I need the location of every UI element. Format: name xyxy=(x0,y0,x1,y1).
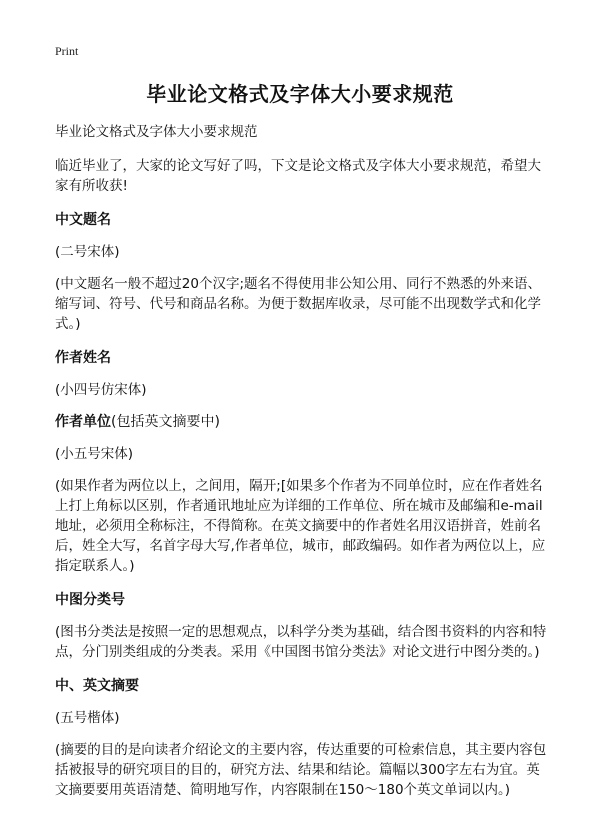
section-body-classification: (图书分类法是按照一定的思想观点，以科学分类为基础，结合图书资料的内容和特点，分门别类组成的分类表。采用《中国图书馆分类法》对论文进行中图分类的。) xyxy=(55,624,547,660)
affiliation-heading-note: (包括英文摘要中) xyxy=(111,414,220,430)
section-heading-title: 中文题名 xyxy=(55,212,111,228)
section-font-author: (小四号仿宋体) xyxy=(55,382,147,398)
section-heading-author: 作者姓名 xyxy=(55,350,111,366)
intro-paragraph: 临近毕业了，大家的论文写好了吗，下文是论文格式及字体大小要求规范，希望大家有所收获! xyxy=(55,158,541,194)
print-label[interactable]: Print xyxy=(55,44,79,58)
section-body-abstract: (摘要的目的是向读者介绍论文的主要内容，传达重要的可检索信息，其主要内容包括被报导的研究项目的目的，研究方法、结果和结论。篇幅以300字左右为宜。英文摘要要用英语清楚、简明地写作，内容限制在150～180个英文单词以内。) xyxy=(55,742,547,798)
section-font-affiliation: (小五号宋体) xyxy=(55,446,134,462)
page-title: 毕业论文格式及字体大小要求规范 xyxy=(146,82,454,106)
section-font-title: (二号宋体) xyxy=(55,244,120,260)
section-font-abstract: (五号楷体) xyxy=(55,710,120,726)
section-heading-abstract: 中、英文摘要 xyxy=(55,678,139,694)
subtitle: 毕业论文格式及字体大小要求规范 xyxy=(55,124,258,140)
section-heading-classification: 中图分类号 xyxy=(55,592,125,608)
section-heading-affiliation xyxy=(55,412,551,432)
affiliation-heading-text: 作者单位 xyxy=(55,414,111,430)
document-content xyxy=(55,122,551,800)
section-body-title: (中文题名一般不超过20个汉字;题名不得使用非公知公用、同行不熟悉的外来语、缩写词、符号、代号和商品名称。为便于数据库收录，尽可能不出现数学式和化学式。) xyxy=(55,276,541,332)
section-body-affiliation: (如果作者为两位以上，之间用，隔开;[如果多个作者为不同单位时，应在作者姓名上打上角标以区别，作者通讯地址应为详细的工作单位、所在城市及邮编和e-mail地址，必须用全称标注，不得简称。在英文摘要中的作者姓名用汉语拼音，姓前名后，姓全大写，名首字母大写,作者单位，城市，邮政编码。如作者为两位以上，应指定联系人。) xyxy=(55,478,546,574)
